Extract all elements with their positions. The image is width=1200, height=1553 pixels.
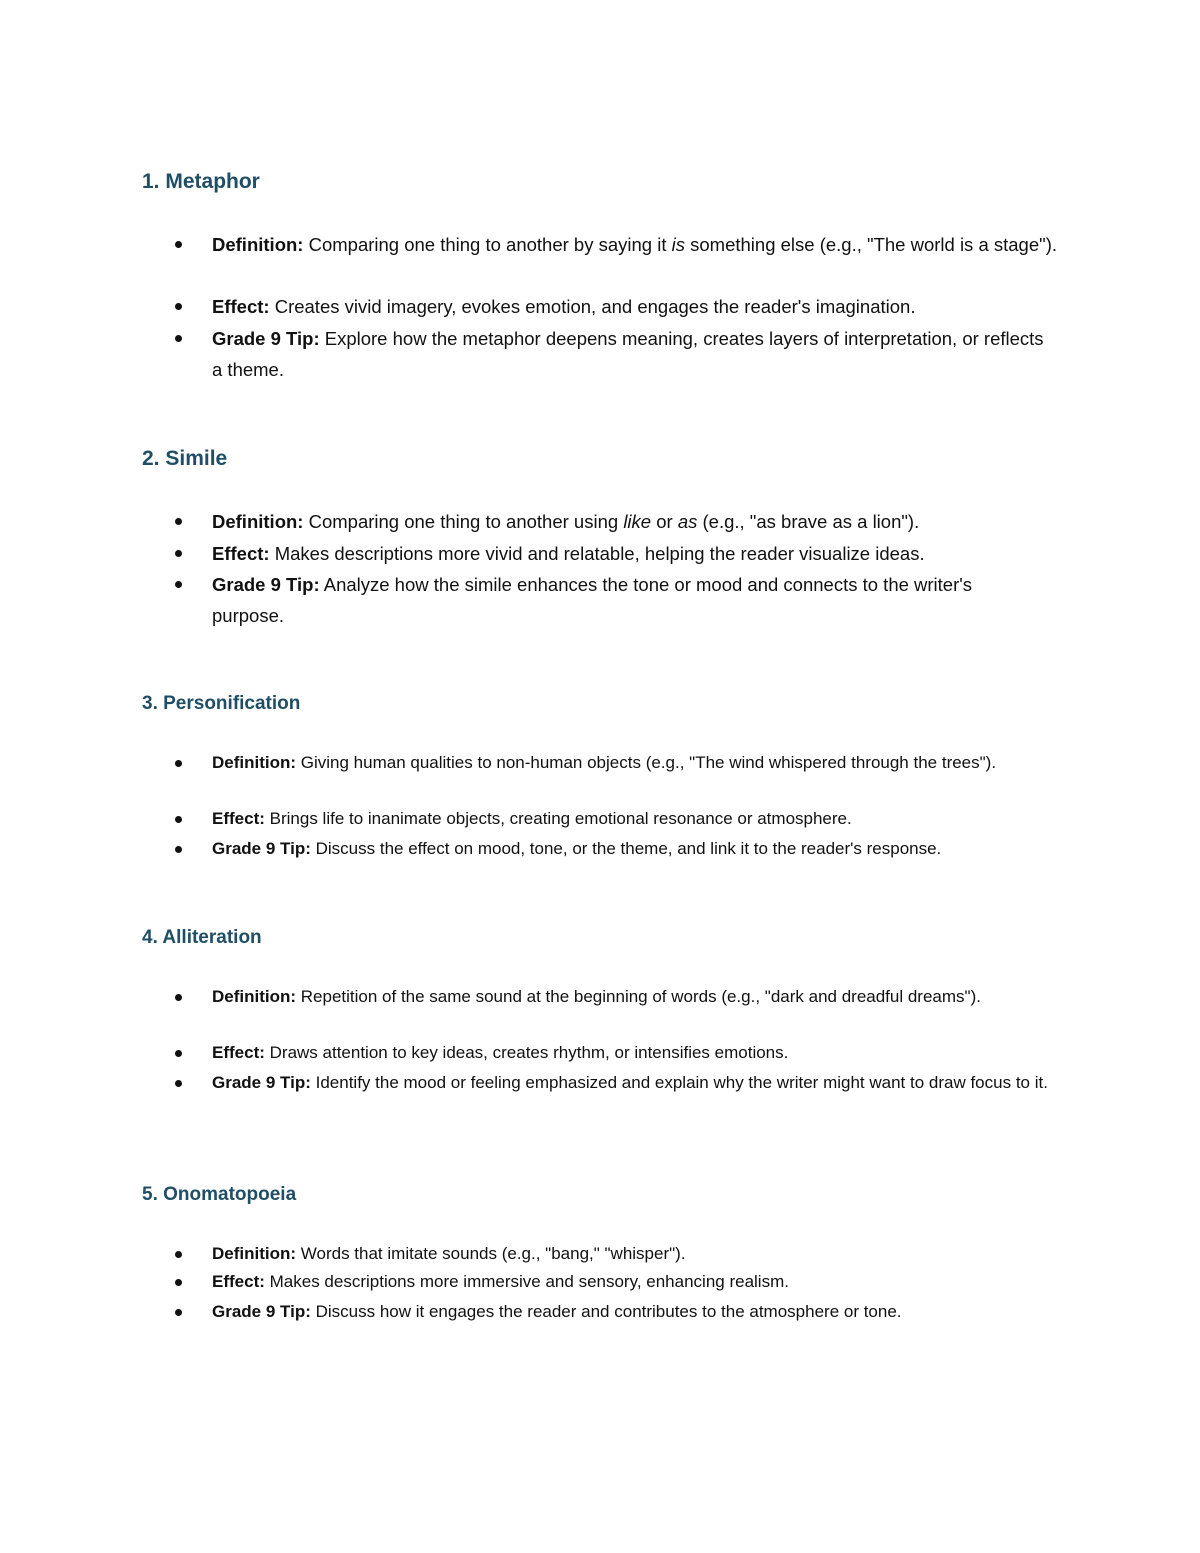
effect-text: Makes descriptions more immersive and sensory, enhancing realism. (264, 1272, 789, 1291)
definition-text: Giving human qualities to non-human objects (e.g., "The wind whispered through the trees"). (296, 753, 997, 772)
tip-label: Grade 9 Tip: (212, 574, 320, 595)
list-item-tip (212, 1069, 1057, 1097)
section-heading-alliteration: 4. Alliteration (142, 927, 262, 948)
definition-text: Comparing one thing to another using (303, 511, 624, 532)
list-item-definition (212, 229, 1057, 260)
definition-text-mid: or (651, 511, 678, 532)
tip-text: Analyze how the simile enhances the tone or mood and connects to the writer's purpose. (212, 574, 973, 626)
tip-text: Discuss how it engages the reader and contributes to the atmosphere or tone. (310, 1302, 902, 1321)
tip-label: Grade 9 Tip: (212, 1073, 311, 1092)
effect-label: Effect: (212, 543, 270, 564)
list-item-effect (212, 538, 1057, 569)
effect-text: Draws attention to key ideas, creates rhythm, or intensifies emotions. (264, 1043, 789, 1062)
list-item-tip (212, 835, 1057, 863)
definition-text-end: (e.g., "as brave as a lion"). (697, 511, 920, 532)
section-heading-onomatopoeia: 5. Onomatopoeia (142, 1184, 297, 1205)
list-item-definition (212, 506, 1057, 537)
definition-label: Definition: (212, 987, 297, 1006)
effect-label: Effect: (212, 296, 270, 317)
definition-text: Comparing one thing to another by saying it (303, 234, 672, 255)
definition-text: Repetition of the same sound at the beginning of words (e.g., "dark and dreadful dreams"). (296, 987, 981, 1006)
definition-text-end: something else (e.g., "The world is a stage"). (685, 234, 1057, 255)
effect-text: Creates vivid imagery, evokes emotion, and engages the reader's imagination. (269, 296, 916, 317)
definition-text: Words that imitate sounds (e.g., "bang," "whisper"). (296, 1244, 686, 1263)
list-item-effect (212, 805, 1057, 833)
list-item-effect (212, 291, 1057, 322)
effect-label: Effect: (212, 1272, 265, 1291)
tip-text: Discuss the effect on mood, tone, or the theme, and link it to the reader's response. (310, 839, 942, 858)
list-item-tip (212, 323, 1057, 385)
effect-label: Effect: (212, 1043, 265, 1062)
section-heading-personification: 3. Personification (142, 693, 301, 714)
list-item-effect (212, 1268, 1057, 1296)
effect-text: Brings life to inanimate objects, creating emotional resonance or atmosphere. (264, 809, 852, 828)
definition-emphasis-like: like (623, 511, 652, 532)
section-heading-simile: 2. Simile (142, 447, 228, 470)
definition-emphasis: is (671, 234, 685, 255)
definition-label: Definition: (212, 511, 304, 532)
definition-emphasis-as: as (677, 511, 698, 532)
list-item-definition (212, 1240, 1057, 1268)
list-item-definition (212, 749, 1042, 777)
tip-text: Identify the mood or feeling emphasized and explain why the writer might want to draw focus to it. (310, 1073, 1048, 1092)
tip-label: Grade 9 Tip: (212, 1302, 311, 1321)
effect-text: Makes descriptions more vivid and relatable, helping the reader visualize ideas. (269, 543, 925, 564)
tip-label: Grade 9 Tip: (212, 839, 311, 858)
definition-label: Definition: (212, 234, 304, 255)
list-item-effect (212, 1039, 1057, 1067)
definition-label: Definition: (212, 753, 297, 772)
tip-text: Explore how the metaphor deepens meaning, creates layers of interpretation, or reflects a theme. (212, 328, 1044, 380)
list-item-definition (212, 983, 1002, 1011)
definition-label: Definition: (212, 1244, 297, 1263)
effect-label: Effect: (212, 809, 265, 828)
section-heading-metaphor: 1. Metaphor (142, 170, 260, 193)
list-item-tip (212, 569, 1012, 631)
list-item-tip (212, 1298, 1057, 1326)
tip-label: Grade 9 Tip: (212, 328, 320, 349)
